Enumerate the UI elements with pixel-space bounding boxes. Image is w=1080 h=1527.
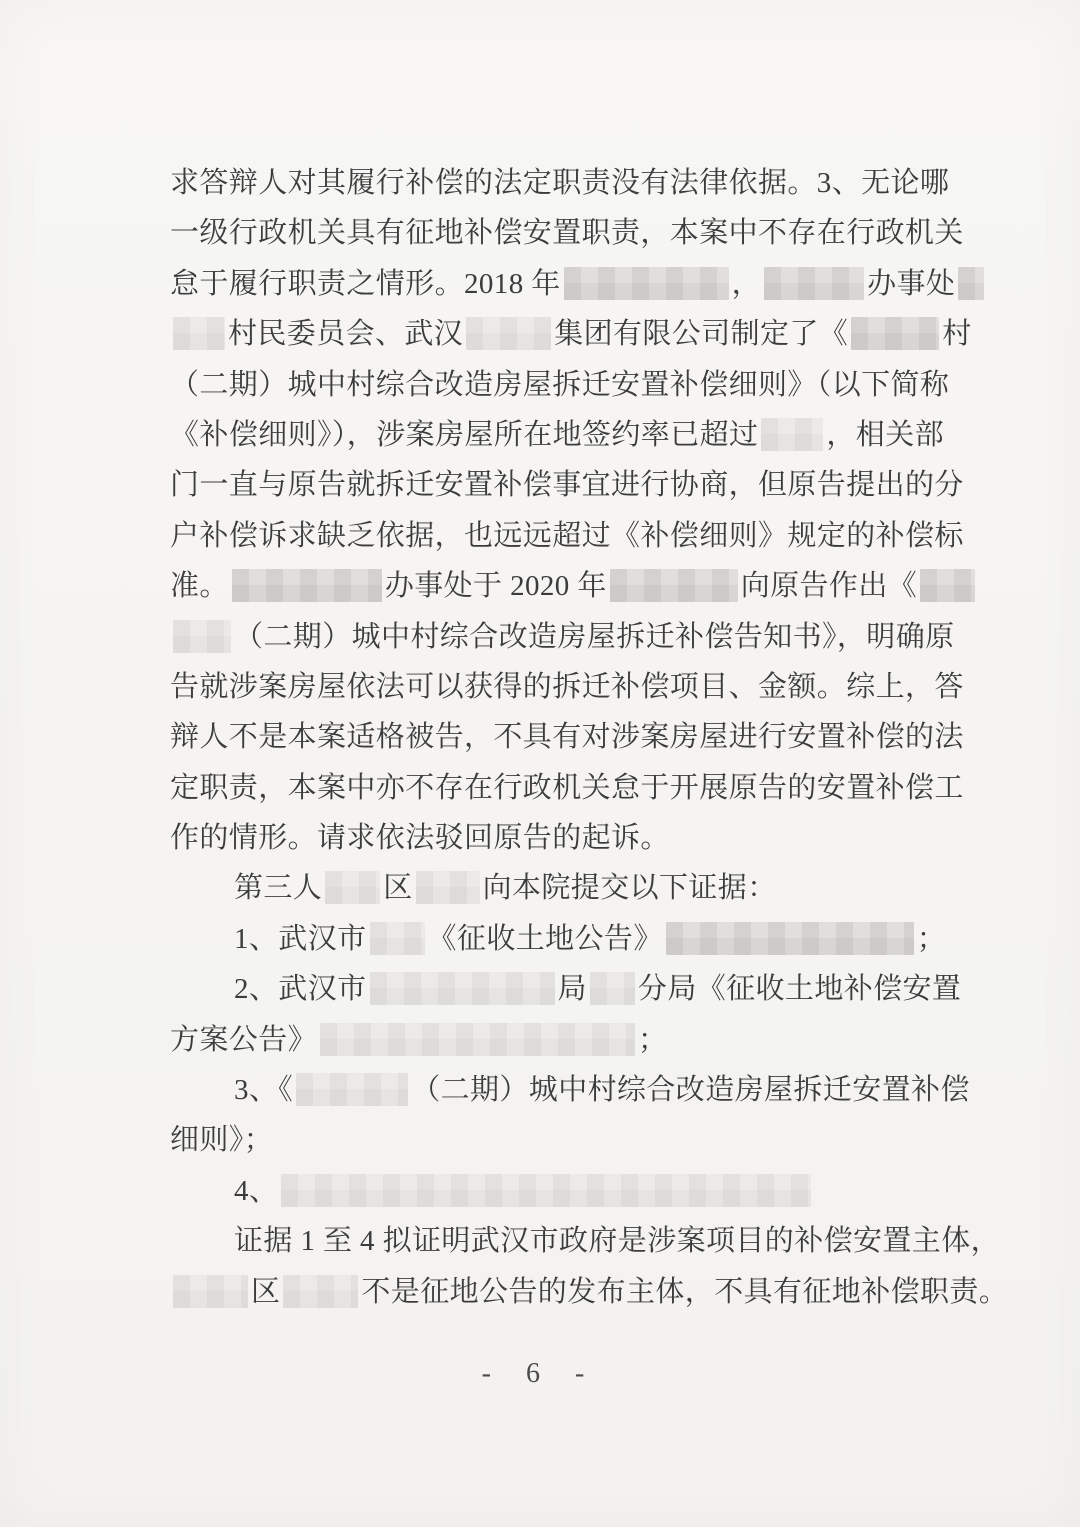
text-line [170, 964, 980, 1014]
redaction-block [173, 620, 231, 653]
text-segment: 村 [942, 318, 972, 351]
redaction-block [610, 569, 738, 602]
text-segment: 细则》； [170, 1124, 274, 1157]
redaction-block [173, 1275, 248, 1308]
text-segment: ， [731, 267, 762, 300]
text-segment: 区 [251, 1275, 281, 1308]
text-line [170, 914, 980, 964]
text-line [170, 1216, 1001, 1266]
text-line [170, 712, 980, 762]
text-line [170, 561, 980, 611]
text-segment: （二期）城中村综合改造房屋拆迁安置补偿细则》（以下简称 [170, 368, 950, 401]
text-segment: （二期）城中村综合改造房屋拆迁安置补偿 [411, 1074, 970, 1107]
redaction-block [370, 922, 425, 955]
text-segment: 集团有限公司制定了《 [554, 318, 849, 351]
text-segment: 辩人不是本案适格被告，不具有对涉案房屋进行安置补偿的法 [170, 721, 964, 754]
text-segment: 局 [557, 973, 587, 1006]
redaction-block [958, 267, 984, 300]
redaction-block [590, 972, 635, 1005]
text-segment: 向原告作出《 [740, 570, 918, 603]
text-segment: 《补偿细则》），涉案房屋所在地签约率已超过 [170, 418, 759, 451]
text-segment: 第三人 [234, 872, 323, 905]
text-line [170, 662, 980, 712]
text-segment: 定职责，本案中亦不存在行政机关怠于开展原告的安置补偿工 [170, 771, 964, 804]
text-segment: ； [638, 1023, 668, 1056]
text-segment: 不是征地公告的发布主体，不具有征地补偿职责。 [361, 1275, 1009, 1308]
text-line [170, 1267, 1009, 1317]
redaction-block [564, 267, 729, 300]
text-segment: ，相关部 [826, 418, 945, 451]
text-segment: 3、《 [234, 1074, 294, 1107]
redaction-block [370, 972, 555, 1005]
text-line [170, 1115, 980, 1165]
text-segment: 告就涉案房屋依法可以获得的拆迁补偿项目、金额。综上，答 [170, 670, 964, 703]
text-line [170, 158, 980, 208]
text-line [170, 360, 980, 410]
text-segment: 求答辩人对其履行补偿的法定职责没有法律依据。3、无论哪 [170, 167, 950, 199]
document-body [170, 158, 1009, 1317]
redaction-block [320, 1023, 635, 1056]
text-line [170, 259, 980, 309]
text-segment: 4、 [234, 1174, 279, 1207]
text-segment: 准。 [170, 570, 229, 603]
text-line [170, 863, 980, 913]
text-line [170, 813, 980, 863]
text-segment: 2、武汉市 [234, 973, 367, 1006]
redaction-block [232, 569, 382, 602]
text-line [170, 1166, 980, 1216]
redaction-block [281, 1174, 811, 1207]
redaction-block [920, 569, 975, 602]
text-line [170, 1015, 980, 1065]
page-number: - 6 - [481, 1358, 599, 1389]
text-segment: 证据 1 至 4 拟证明武汉市政府是涉案项目的补偿安置主体， [234, 1225, 1001, 1258]
redaction-block [761, 418, 823, 451]
text-segment: 分局《征收土地补偿安置 [637, 973, 962, 1006]
text-line [170, 410, 980, 460]
text-line [170, 309, 980, 359]
text-line [170, 763, 980, 813]
text-line [170, 1065, 980, 1115]
text-segment: 方案公告》 [170, 1023, 318, 1056]
text-segment: 作的情形。请求依法驳回原告的起诉。 [170, 822, 670, 855]
text-segment: 村民委员会、武汉 [228, 318, 464, 351]
text-segment: （二期）城中村综合改造房屋拆迁补偿告知书》，明确原 [234, 620, 955, 653]
text-segment: 一级行政机关具有征地补偿安置职责，本案中不存在行政机关 [170, 217, 964, 250]
text-segment: 怠于履行职责之情形。2018 年 [170, 267, 561, 300]
redaction-block [416, 871, 480, 904]
text-segment: 1、武汉市 [234, 922, 367, 955]
text-segment: 门一直与原告就拆迁安置补偿事宜进行协商，但原告提出的分 [170, 469, 964, 502]
redaction-block [283, 1275, 358, 1308]
text-segment: 向本院提交以下证据： [482, 872, 777, 905]
redaction-block [851, 317, 939, 350]
text-segment: 户补偿诉求缺乏依据，也远远超过《补偿细则》规定的补偿标 [170, 519, 964, 552]
text-line [170, 612, 980, 662]
text-line [170, 511, 980, 561]
redaction-block [296, 1073, 408, 1106]
text-line [170, 460, 980, 510]
redaction-block [173, 317, 225, 350]
redaction-block [466, 317, 551, 350]
text-segment: 办事处 [867, 267, 956, 300]
redaction-block [764, 267, 864, 300]
text-segment: ； [916, 922, 947, 955]
text-segment: 区 [383, 872, 413, 905]
text-line [170, 208, 980, 258]
text-segment: 办事处于 2020 年 [384, 570, 607, 603]
text-segment: 《征收土地公告》 [427, 922, 663, 955]
redaction-block [325, 871, 380, 904]
redaction-block [666, 922, 914, 955]
